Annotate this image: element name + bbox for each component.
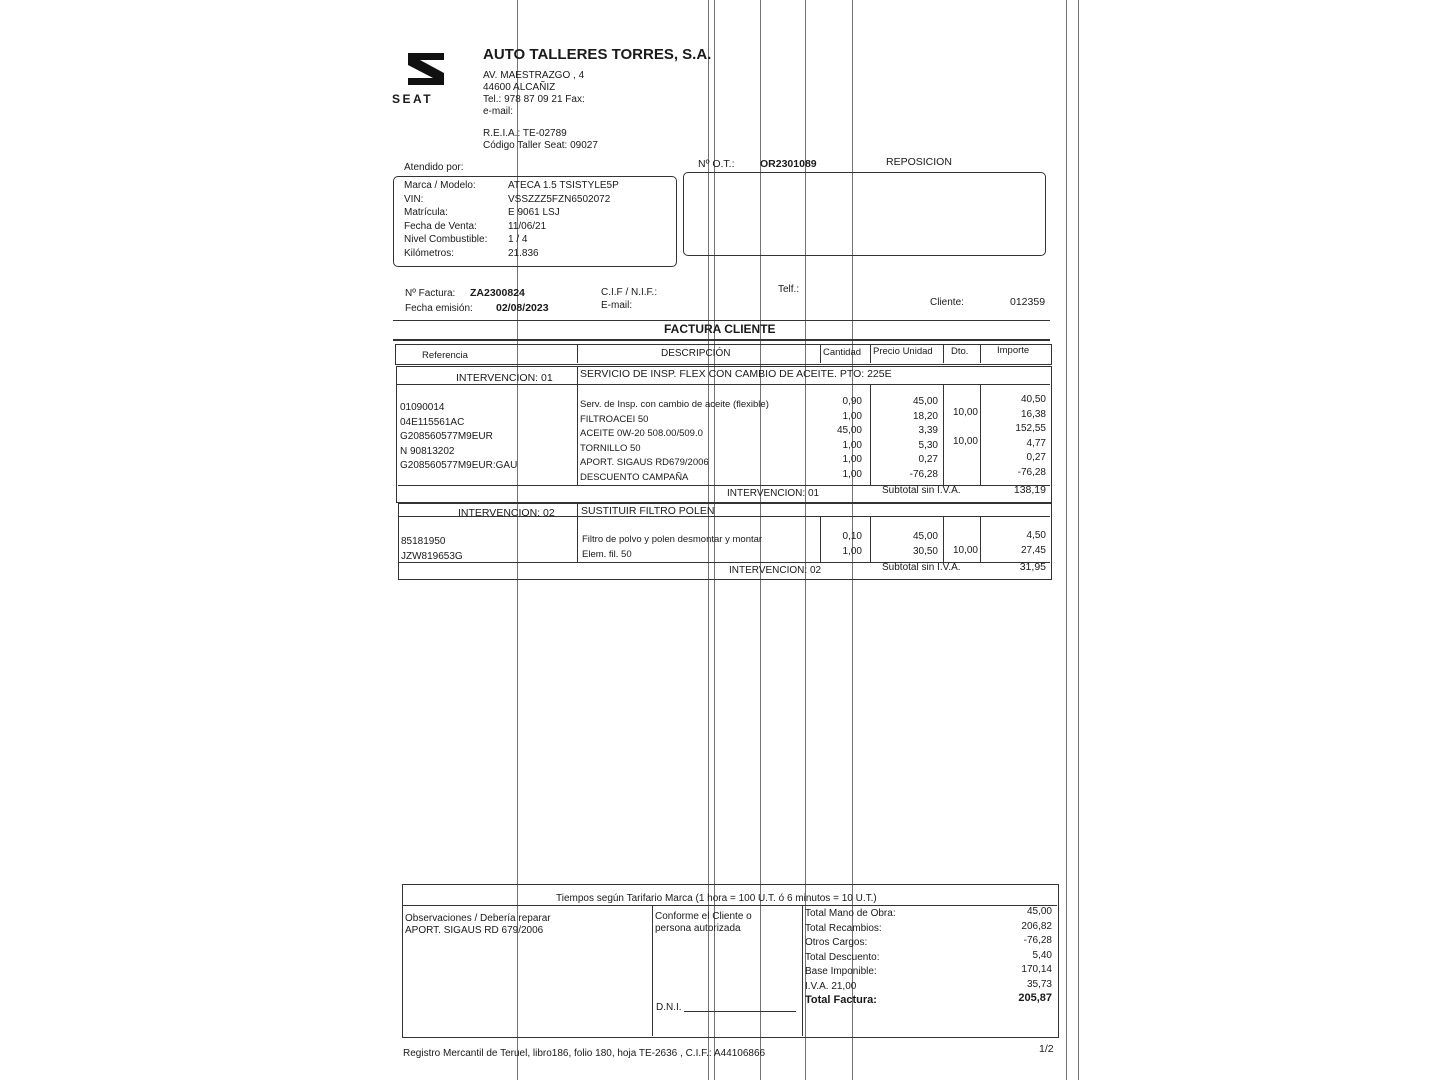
total-label: Otros Cargos: [805, 937, 868, 948]
header-discount: Dto. [951, 346, 969, 357]
divider [402, 905, 1057, 906]
column-divider [980, 344, 981, 363]
intervention-01-descs [580, 398, 769, 485]
price-cell: 45,00 [912, 396, 938, 407]
company-taller: Código Taller Seat: 09027 [483, 140, 598, 151]
column-divider [980, 384, 981, 485]
desc-cell: Elem. fil. 50 [582, 548, 632, 560]
invoice-number-label: Nº Factura: [405, 288, 456, 299]
column-divider [652, 905, 653, 1036]
subtotal-02-value: 31,95 [1019, 561, 1046, 573]
registro-mercantil: Registro Mercantil de Teruel, libro186, folio 180, hoja TE-2636 , C.I.F.: A44106866 [403, 1048, 766, 1059]
amount-cell: 4,50 [1026, 530, 1046, 541]
column-divider [577, 344, 578, 363]
vehicle-km: 21.836 [508, 247, 539, 259]
column-divider [577, 503, 578, 562]
column-divider [870, 344, 871, 363]
desc-cell: Serv. de Insp. con cambio de aceite (flexible) [580, 399, 769, 410]
tiempos-note: Tiempos según Tarifario Marca (1 hora = 100 U.T. ó 6 minutos = 10 U.T.) [556, 893, 877, 904]
vehicle-label: Kilómetros: [404, 247, 455, 259]
ref-cell: N 90813202 [400, 445, 455, 457]
divider [393, 339, 1050, 341]
intervention-01-amount [990, 393, 1046, 480]
price-cell: 30,50 [912, 545, 938, 557]
qty-cell: 45,00 [836, 425, 862, 436]
invoice-title: FACTURA CLIENTE [664, 322, 776, 336]
column-divider [870, 516, 871, 562]
client-label: Cliente: [930, 297, 964, 308]
dto-cell: 10,00 [952, 436, 978, 447]
vehicle-sale-date: 11/06/21 [508, 220, 547, 232]
observations-title: Observaciones / Debería reparar [405, 913, 551, 924]
price-cell: 3,39 [918, 425, 938, 436]
price-cell: -76,28 [909, 468, 938, 480]
total-value: 5,40 [1032, 949, 1052, 961]
vehicle-vin: VSSZZZ5FZN6502072 [508, 193, 611, 205]
dto-cell: 10,00 [952, 545, 978, 556]
column-divider [980, 516, 981, 562]
subtotal-02-text: Subtotal sin I.V.A. [882, 562, 961, 573]
total-label: Total Descuento: [805, 951, 880, 963]
ref-cell: 04E115561AC [400, 416, 465, 428]
qty-cell: 1,00 [842, 410, 862, 422]
ref-cell: G208560577M9EUR [400, 431, 493, 442]
subtotal-01-text: Subtotal sin I.V.A. [882, 485, 961, 496]
desc-cell: ACEITE 0W-20 508.00/509.0 [580, 428, 703, 439]
intervention-02-desc: SUSTITUIR FILTRO POLEN [581, 505, 715, 517]
client-number: 012359 [1010, 296, 1046, 308]
subtotal-01-value: 138,19 [1013, 484, 1046, 496]
desc-cell: FILTROACEI 50 [580, 413, 649, 425]
reposicion-label: REPOSICION [886, 156, 952, 168]
client-box [683, 172, 1046, 256]
vehicle-label: Fecha de Venta: [404, 220, 477, 232]
intervention-01-price [880, 395, 938, 482]
qty-cell: 1,00 [842, 454, 862, 465]
invoice-number: ZA2300824 [470, 287, 525, 299]
signature-line [684, 1011, 796, 1012]
vehicle-plate: E 9061 LSJ [508, 207, 560, 219]
column-divider [802, 905, 803, 1036]
seat-logo-icon [406, 51, 446, 87]
amount-cell: 0,27 [1026, 452, 1046, 463]
qty-cell: 0,10 [842, 531, 862, 542]
scan-line [1066, 0, 1067, 1080]
totals-labels [805, 907, 896, 994]
company-name: AUTO TALLERES TORRES, S.A. [483, 46, 712, 63]
header-unit-price: Precio Unidad [873, 346, 933, 357]
company-address1: AV. MAESTRAZGO , 4 [483, 70, 585, 81]
total-label: Total Mano de Obra: [805, 908, 896, 919]
desc-cell: DESCUENTO CAMPAÑA [580, 471, 689, 483]
vehicle-label: Marca / Modelo: [404, 180, 476, 191]
brand-name: SEAT [392, 92, 434, 106]
amount-cell: 40,50 [1020, 394, 1046, 405]
total-value: 170,14 [1021, 964, 1052, 975]
desc-cell: APORT. SIGAUS RD679/2006 [580, 457, 709, 468]
ref-cell: 01090014 [400, 402, 445, 413]
total-invoice-label: Total Factura: [805, 994, 877, 1006]
column-divider [943, 516, 944, 562]
dto-cell: 10,00 [952, 407, 978, 418]
vehicle-fuel: 1 / 4 [508, 234, 528, 246]
phone-label: Telf.: [778, 284, 800, 295]
ref-cell: JZW819653G [401, 550, 463, 562]
total-value: -76,28 [1023, 935, 1052, 946]
cif-label: C.I.F / N.I.F.: [601, 287, 658, 298]
vehicle-values [508, 179, 619, 261]
subtotal-01-label: INTERVENCION: 01 [727, 488, 820, 499]
company-reia: R.E.I.A.: TE-02789 [483, 128, 567, 139]
conforme-line2: persona autorizada [655, 923, 741, 934]
qty-cell: 1,00 [842, 468, 862, 480]
price-cell: 45,00 [912, 531, 938, 542]
amount-cell: -76,28 [1017, 466, 1046, 478]
desc-cell: TORNILLO 50 [580, 442, 641, 454]
qty-cell: 1,00 [842, 545, 862, 557]
page-number: 1/2 [1039, 1043, 1054, 1055]
intervention-01-qty [822, 395, 862, 482]
intervention-02-descs [582, 533, 762, 562]
scan-line [1078, 0, 1079, 1080]
header-quantity: Cantidad [823, 347, 862, 358]
divider [393, 320, 1050, 321]
ref-cell: 85181950 [401, 536, 446, 547]
intervention-02-refs [401, 535, 463, 564]
vehicle-labels [404, 179, 487, 261]
invoice-date: 02/08/2023 [496, 302, 549, 314]
subtotal-02-label: INTERVENCION: 02 [729, 565, 822, 576]
desc-cell: Filtro de polvo y polen desmontar y montar [582, 534, 763, 545]
column-divider [820, 516, 821, 562]
total-invoice-value: 205,87 [1018, 992, 1052, 1004]
price-cell: 5,30 [918, 439, 938, 451]
amount-cell: 152,55 [1015, 423, 1046, 434]
conforme-line1: Conforme el Cliente o [655, 911, 752, 922]
column-divider [870, 384, 871, 485]
intervention-02-qty [822, 530, 862, 559]
vehicle-label: Nivel Combustible: [404, 234, 488, 246]
total-value: 206,82 [1021, 920, 1052, 932]
invoice-date-label: Fecha emisión: [405, 303, 473, 314]
column-divider [820, 344, 821, 363]
company-phone: Tel.: 978 87 09 21 Fax: [483, 94, 585, 105]
attended-by-label: Atendido por: [404, 162, 464, 173]
intervention-02-price [880, 530, 938, 559]
ot-label: Nº O.T.: [698, 158, 735, 170]
total-label: Total Recambios: [805, 922, 882, 934]
total-value: 35,73 [1026, 978, 1052, 990]
amount-cell: 27,45 [1020, 544, 1046, 556]
intervention-02-amount [990, 529, 1046, 558]
vehicle-label: VIN: [404, 193, 424, 205]
ref-cell: G208560577M9EUR:GAU [400, 460, 518, 471]
intervention-01-desc: SERVICIO DE INSP. FLEX CON CAMBIO DE ACEITE. PTO: 225E [580, 368, 892, 380]
total-label: I.V.A. 21,00 [805, 980, 857, 992]
amount-cell: 16,38 [1020, 408, 1046, 420]
intervention-01-label: INTERVENCION: 01 [456, 372, 553, 384]
total-value: 45,00 [1026, 906, 1052, 917]
company-address2: 44600 ALCAÑIZ [483, 82, 556, 93]
qty-cell: 0,90 [842, 396, 862, 407]
intervention-01-dto [945, 406, 978, 450]
intervention-02-label: INTERVENCION: 02 [458, 507, 555, 519]
email-label: E-mail: [601, 300, 633, 311]
header-amount: Importe [997, 345, 1030, 356]
column-divider [577, 366, 578, 485]
column-divider [943, 344, 944, 363]
amount-cell: 4,77 [1026, 437, 1046, 449]
price-cell: 0,27 [918, 454, 938, 465]
qty-cell: 1,00 [842, 439, 862, 451]
vehicle-label: Matrícula: [404, 207, 448, 219]
footer-box [402, 884, 1059, 1038]
vehicle-model: ATECA 1.5 TSISTYLE5P [508, 180, 619, 191]
company-email: e-mail: [483, 106, 514, 117]
intervention-02-dto [945, 544, 978, 559]
total-label: Base Imponible: [805, 966, 877, 977]
ot-value: OR2301089 [760, 158, 817, 170]
header-description: DESCRIPCIÓN [661, 348, 731, 359]
observations-text: APORT. SIGAUS RD 679/2006 [405, 925, 544, 936]
dni-label: D.N.I. [656, 1002, 682, 1013]
column-divider [943, 384, 944, 485]
intervention-01-refs [400, 401, 517, 474]
totals-values [990, 905, 1052, 992]
price-cell: 18,20 [912, 410, 938, 422]
header-reference: Referencia [422, 350, 468, 361]
